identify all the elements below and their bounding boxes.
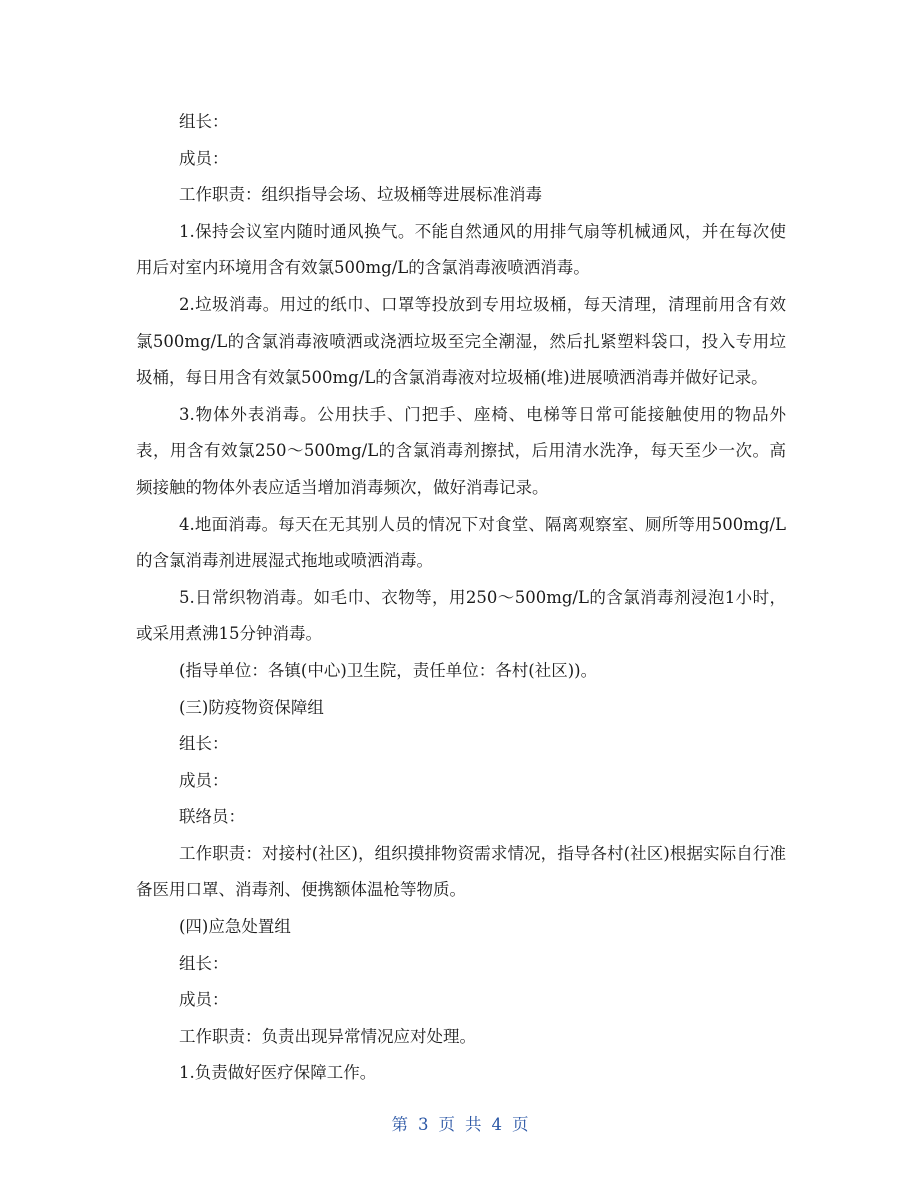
- section-heading-emergency: (四)应急处置组: [179, 917, 291, 937]
- paragraph-duty-emergency: 工作职责：负责出现异常情况应对处理。: [179, 1026, 476, 1046]
- paragraph-item-ventilation: 1.保持会议室内随时通风换气。不能自然通风的用排气扇等机械通风，并在每次使用后对室内环境用含有效氯500mg/L的含氯消毒液喷洒消毒。: [136, 221, 786, 278]
- paragraph-duty-disinfection: 工作职责：组织指导会场、垃圾桶等进展标准消毒: [179, 185, 542, 205]
- footer-page-unit: 页: [438, 1115, 455, 1134]
- footer-current-page: 3: [418, 1115, 429, 1134]
- paragraph-item-floor: 4.地面消毒。每天在无其别人员的情况下对食堂、隔离观察室、厕所等用500mg/L的含氯消毒剂进展湿式拖地或喷洒消毒。: [136, 514, 786, 571]
- paragraph-item-medical: 1.负责做好医疗保障工作。: [179, 1063, 377, 1083]
- footer-total-pages: 4: [491, 1115, 502, 1134]
- paragraph-item-fabric: 5.日常织物消毒。如毛巾、衣物等，用250～500mg/L的含氯消毒剂浸泡1小时，或采用煮沸15分钟消毒。: [136, 587, 786, 644]
- page-footer: [0, 1113, 920, 1137]
- footer-total-label: 共: [465, 1115, 482, 1134]
- paragraph-leader-3: 组长：: [179, 953, 229, 973]
- paragraph-item-surface: 3.物体外表消毒。公用扶手、门把手、座椅、电梯等日常可能接触使用的物品外表，用含有效氯250～500mg/L的含氯消毒剂擦拭，后用清水洗净，每天至少一次。高频接触的物体外表应适当增加消毒频次，做好消毒记录。: [136, 404, 786, 497]
- document-body: [136, 104, 786, 1092]
- footer-total-unit: 页: [512, 1115, 529, 1134]
- paragraph-item-garbage: 2.垃圾消毒。用过的纸巾、口罩等投放到专用垃圾桶，每天清理，清理前用含有效氯500mg/L的含氯消毒液喷洒或浇洒垃圾至完全潮湿，然后扎紧塑料袋口，投入专用垃圾桶，每日用含有效氯500mg/L的含氯消毒液对垃圾桶(堆)进展喷洒消毒并做好记录。: [136, 294, 786, 388]
- paragraph-members-3: 成员：: [179, 990, 229, 1010]
- paragraph-members-2: 成员：: [179, 770, 229, 790]
- paragraph-leader-1: 组长：: [179, 112, 229, 131]
- paragraph-duty-supplies: 工作职责：对接村(社区)，组织摸排物资需求情况，指导各村(社区)根据实际自行准备医用口罩、消毒剂、便携额体温枪等物质。: [136, 843, 786, 900]
- paragraph-liaison: 联络员：: [179, 807, 245, 827]
- section-heading-supplies: (三)防疫物资保障组: [179, 697, 324, 717]
- paragraph-guidance-unit: (指导单位：各镇(中心)卫生院，责任单位：各村(社区))。: [179, 660, 598, 680]
- paragraph-members-1: 成员：: [179, 148, 229, 168]
- paragraph-leader-2: 组长：: [179, 734, 229, 754]
- footer-page-label: 第: [391, 1115, 408, 1134]
